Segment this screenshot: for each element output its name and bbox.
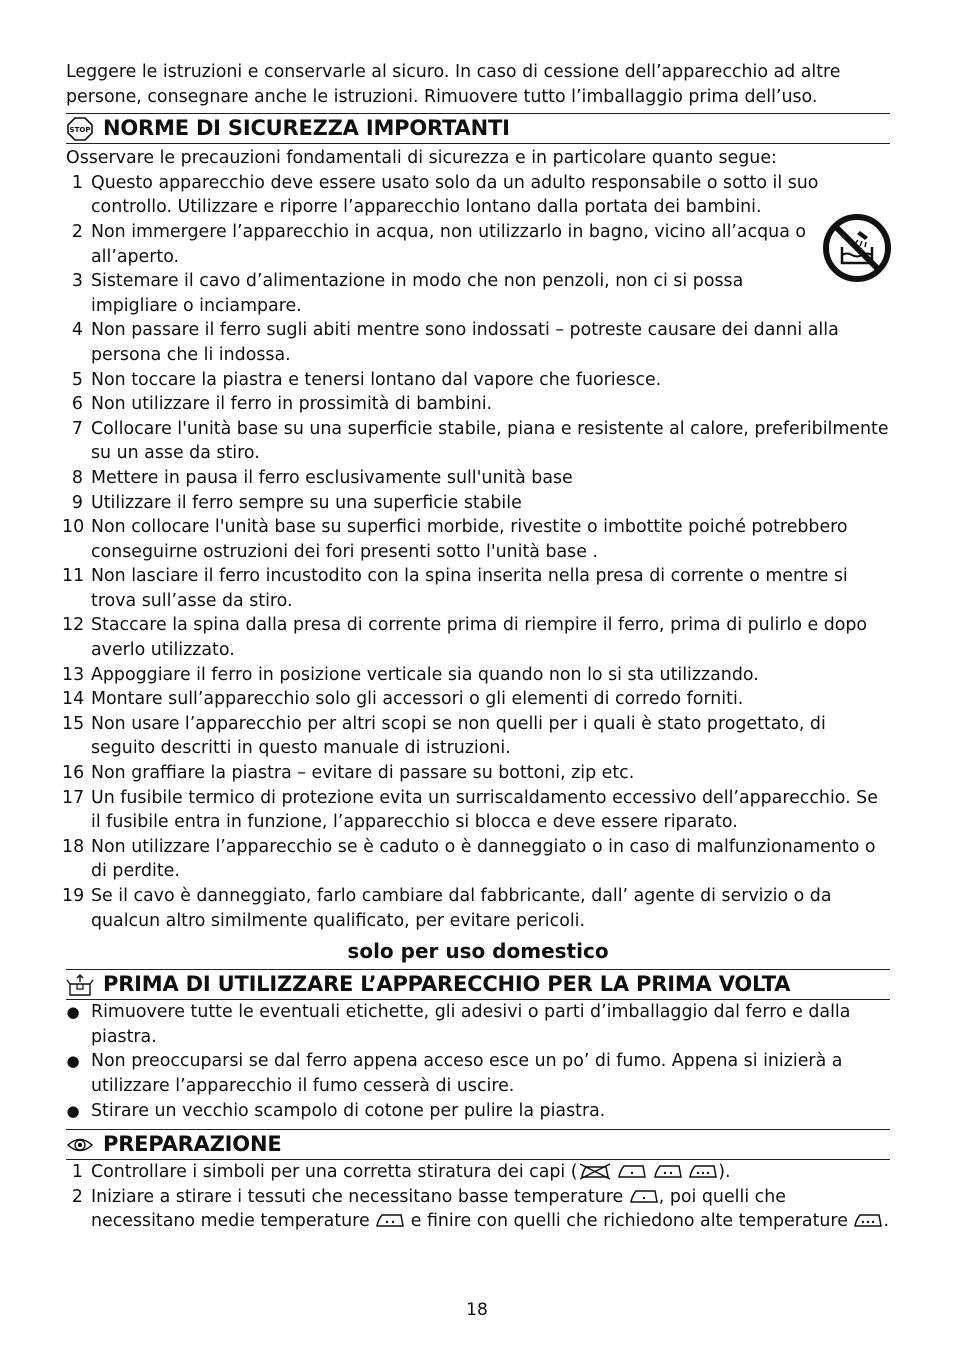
page-number: 18 — [466, 1300, 488, 1320]
item-number: 3 — [71, 271, 83, 292]
item-number: 13 — [62, 664, 85, 685]
manual-page — [62, 60, 890, 1234]
item-number: 19 — [62, 886, 85, 906]
list-item — [66, 392, 890, 417]
item-text — [91, 1160, 890, 1185]
iron-low-temp-icon — [629, 1187, 659, 1205]
list-item — [66, 269, 890, 318]
safety-section-header — [66, 113, 890, 144]
preparation-list — [66, 1160, 890, 1234]
do-not-iron-icon — [578, 1162, 612, 1180]
list-item — [62, 663, 890, 688]
item-number: 2 — [71, 1186, 83, 1207]
item-text-part: ). — [718, 1162, 731, 1183]
item-text: Stirare un vecchio scampolo di cotone per pulire la piastra. — [91, 1100, 606, 1121]
item-text: Non immergere l’apparecchio in acqua, non utilizzarlo in bagno, vicino all’acqua o all’aperto. — [91, 221, 807, 267]
item-text: Non toccare la piastra e tenersi lontano dal vapore che fuoriesce. — [91, 369, 662, 390]
safety-list — [62, 171, 890, 933]
item-number: 5 — [71, 369, 83, 390]
item-number: 1 — [71, 172, 83, 193]
item-number: ● — [66, 1052, 80, 1071]
list-item — [66, 1000, 890, 1049]
iron-high-temp-icon — [688, 1162, 718, 1180]
iron-medium-temp-icon — [375, 1211, 405, 1229]
list-item — [66, 466, 890, 491]
item-text: Non usare l’apparecchio per altri scopi se non quelli per i quali è stato progettato, di seguito descritti in questo manuale di istruzioni. — [91, 713, 826, 759]
safety-title: NORME DI SICUREZZA IMPORTANTI — [103, 116, 510, 141]
item-text: Montare sull’apparecchio solo gli accessori o gli elementi di corredo forniti. — [91, 689, 744, 710]
list-item — [62, 687, 890, 712]
item-number: 6 — [71, 394, 83, 415]
list-item — [62, 712, 890, 761]
preparation-title: PREPARAZIONE — [103, 1132, 282, 1157]
list-item — [66, 1049, 890, 1098]
first-use-title: PRIMA DI UTILIZZARE L’APPARECCHIO PER LA PRIMA VOLTA — [103, 972, 791, 997]
item-number: 4 — [71, 320, 83, 341]
item-number: 1 — [71, 1162, 83, 1183]
item-text: Mettere in pausa il ferro esclusivamente sull'unità base — [91, 467, 573, 488]
item-text-part: Controllare i simboli per una corretta stiratura dei capi ( — [91, 1162, 578, 1183]
item-number: 12 — [62, 615, 85, 636]
item-number: 15 — [62, 713, 85, 734]
item-number: 10 — [62, 517, 85, 538]
safety-lead: Osservare le precauzioni fondamentali di sicurezza e in particolare quanto segue: — [66, 148, 777, 169]
item-number: 18 — [62, 836, 85, 857]
iron-high-temp-icon — [853, 1211, 883, 1229]
list-item — [66, 417, 890, 466]
item-number: ● — [66, 1101, 80, 1120]
item-text: Staccare la spina dalla presa di corrente prima di riempire il ferro, prima di pulirlo e dopo averlo utilizzato. — [91, 615, 868, 661]
eye-icon — [66, 1133, 94, 1157]
item-number: 17 — [62, 787, 85, 808]
list-item — [66, 491, 890, 516]
iron-low-temp-icon — [617, 1162, 647, 1180]
item-text-part: Iniziare a stirare i tessuti che necessitano basse temperature — [91, 1186, 629, 1207]
item-text — [91, 1185, 890, 1234]
list-item — [66, 1099, 890, 1124]
item-text-part: e finire con quelli che richiedono alte temperature — [405, 1211, 854, 1232]
list-item — [62, 835, 890, 884]
iron-medium-temp-icon — [653, 1162, 683, 1180]
item-number: ● — [66, 1003, 80, 1022]
item-text: Appoggiare il ferro in posizione verticale sia quando non lo si sta utilizzando. — [91, 664, 759, 685]
list-item — [62, 564, 890, 613]
item-text: Utilizzare il ferro sempre su una superficie stabile — [91, 492, 522, 513]
list-item — [66, 318, 890, 367]
item-text: Se il cavo è danneggiato, farlo cambiare dal fabbricante, dall’ agente di servizio o da qualcun altro similmente qualificato, per evitare pericoli. — [91, 886, 832, 931]
item-text-part: , poi quelli che necessitano medie temperature — [91, 1186, 786, 1232]
item-number: 14 — [62, 689, 85, 710]
list-item — [62, 786, 890, 835]
item-text-part: . — [883, 1211, 889, 1232]
item-text: Non passare il ferro sugli abiti mentre sono indossati – potreste causare dei danni alla persona che li indossa. — [91, 320, 839, 365]
list-item — [66, 220, 890, 269]
item-text: Non utilizzare il ferro in prossimità di bambini. — [91, 394, 493, 415]
item-text: Rimuovere tutte le eventuali etichette, gli adesivi o parti d’imballaggio dal ferro e dalla piastra. — [91, 1002, 851, 1047]
no-water-immersion-icon — [822, 213, 892, 283]
stop-icon — [66, 117, 94, 141]
intro-paragraph: Leggere le istruzioni e conservarle al sicuro. In caso di cessione dell’apparecchio ad altre persone, consegnare anche le istruzioni. Rimuovere tutto l’imballaggio prima dell’uso. — [66, 62, 841, 107]
item-number: 16 — [62, 763, 85, 784]
item-number: 2 — [71, 221, 83, 242]
item-text: Questo apparecchio deve essere usato solo da un adulto responsabile o sotto il suo controllo. Utilizzare e riporre l’apparecchio lontano dalla portata dei bambini. — [91, 172, 819, 218]
svg-text:STOP: STOP — [69, 126, 91, 135]
item-text: Non lasciare il ferro incustodito con la spina inserita nella presa di corrente o mentre si trova sull’asse da stiro. — [91, 566, 848, 611]
list-item — [66, 171, 890, 220]
item-text: Non preoccuparsi se dal ferro appena acceso esce un po’ di fumo. Appena si inizierà a utilizzare l’apparecchio il fumo cesserà di uscire. — [91, 1051, 843, 1096]
item-text: Un fusibile termico di protezione evita un surriscaldamento eccessivo dell’apparecchio. Se il fusibile entra in funzione, l’apparecchio si blocca e deve essere riparato. — [91, 787, 878, 833]
first-use-section-header — [66, 969, 890, 1000]
first-use-list — [66, 1000, 890, 1123]
list-item — [62, 515, 890, 564]
item-number: 11 — [62, 566, 85, 587]
item-number: 7 — [71, 418, 83, 439]
item-text: Collocare l'unità base su una superficie stabile, piana e resistente al calore, preferibilmente su un asse da stiro. — [91, 418, 889, 464]
item-number: 8 — [71, 467, 83, 488]
list-item — [66, 368, 890, 393]
item-text: Non graffiare la piastra – evitare di passare su bottoni, zip etc. — [91, 763, 635, 784]
list-item — [62, 613, 890, 662]
list-item — [62, 761, 890, 786]
unpack-box-icon — [66, 973, 94, 997]
list-item — [66, 1160, 890, 1185]
item-number: 9 — [71, 492, 83, 513]
item-text: Non collocare l'unità base su superfici morbide, rivestite o imbottite poiché potrebbero conseguirne ostruzioni dei fori presenti sotto l'unità base . — [91, 517, 848, 562]
item-text: Non utilizzare l’apparecchio se è caduto o è danneggiato o in caso di malfunzionamento o di perdite. — [91, 836, 876, 882]
list-item — [66, 1185, 890, 1234]
item-text: Sistemare il cavo d’alimentazione in modo che non penzoli, non ci si possa impigliare o inciampare. — [91, 271, 744, 316]
domestic-use-note: solo per uso domestico — [347, 939, 609, 964]
list-item — [62, 884, 890, 933]
preparation-section-header — [66, 1129, 890, 1160]
